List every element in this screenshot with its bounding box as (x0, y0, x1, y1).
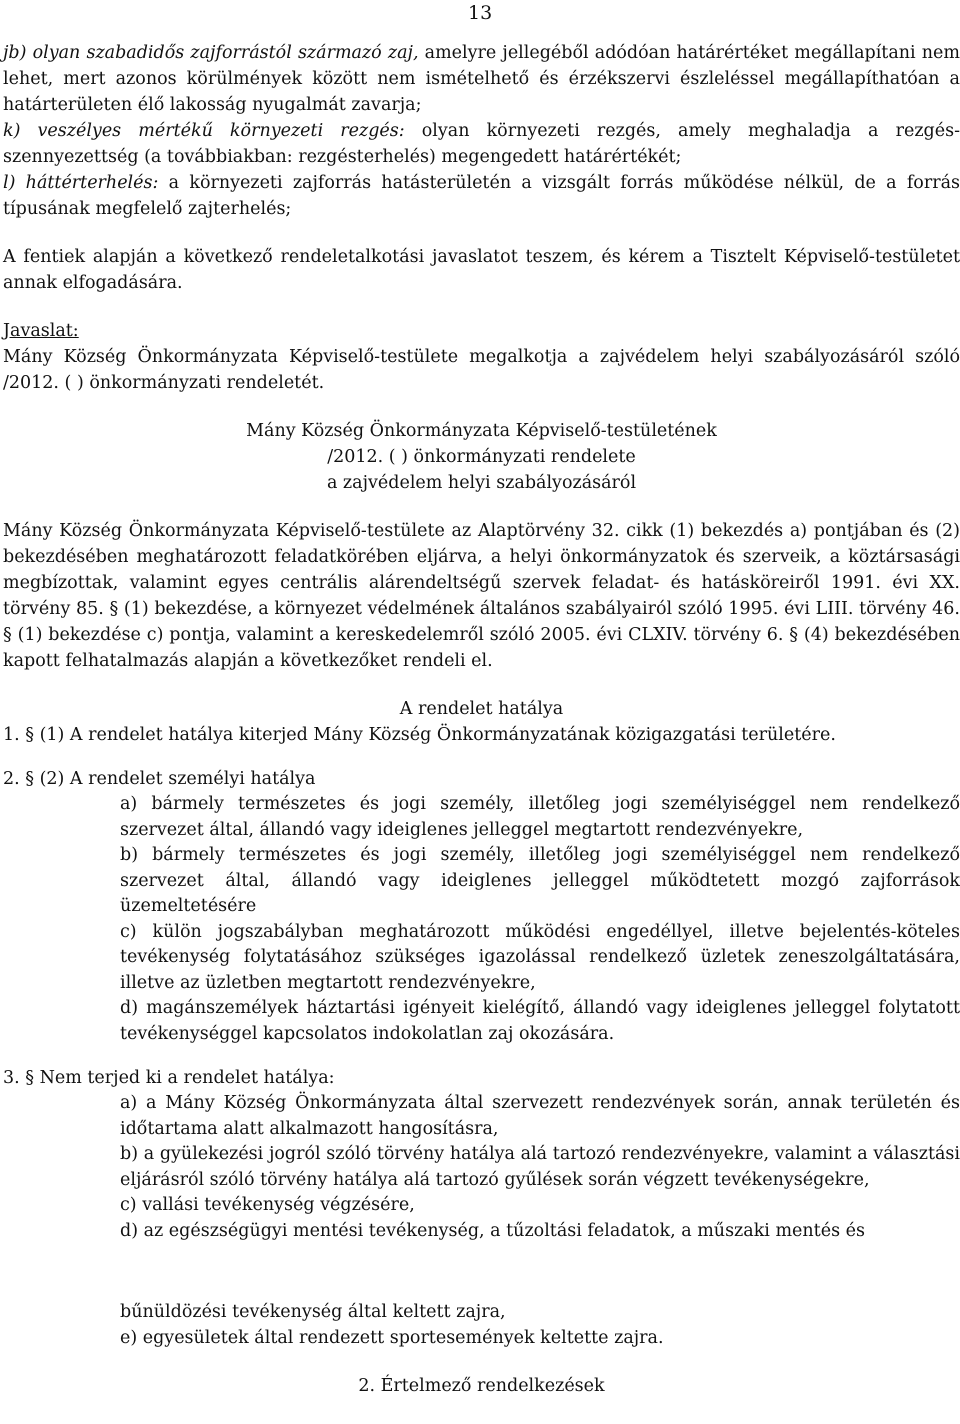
proposal-text: Mány Község Önkormányzata Képviselő-testülete megalkotja a zajvédelem helyi szabályozásáról szóló /2012. ( ) önkormányzati rendeletét. (3, 347, 960, 393)
paragraph-3-item-b: b) a gyülekezési jogról szóló törvény hatálya alá tartozó rendezvényekre, valamint a választási eljárásról szóló törvény hatálya alá tartozó gyűlések során végzett tevékenységekre, (120, 1144, 960, 1190)
section-title: A rendelet hatálya (399, 699, 564, 719)
paragraph-3-continued: bűnüldözési tevékenység által keltett zajra, (120, 1302, 506, 1322)
definition-term: k) veszélyes mértékű környezeti rezgés: (3, 121, 405, 141)
next-section-title: 2. Értelmező rendelkezések (358, 1376, 605, 1396)
paragraph-3-item-a: a) a Mány Község Önkormányzata által szervezett rendezvények során, annak területén és időtartama alatt alkalmazott hangosításra, (120, 1093, 960, 1139)
definition-text: olyan környezeti rezgés, amely meghaladja a rezgés-szennyezettség (a továbbiakban: rezgésterhelés) megengedett határértékét; (3, 121, 960, 167)
definition-k (3, 118, 960, 170)
paragraph-2-head: 2. § (2) A rendelet személyi hatálya (3, 769, 316, 789)
definition-text: amelyre jellegéből adódóan határértéket megállapítani nem lehet, mert azonos körülmények között nem ismételhető és érzékszervi észleléssel megállapíthatóan a határterületen élő lakosság nyugalmát zavarja; (3, 43, 960, 115)
paragraph-2-item-d: d) magánszemélyek háztartási igényeit kielégítő, állandó vagy ideiglenes jelleggel folytatott tevékenységgel kapcsolatos indokolatlan zaj okozására. (120, 998, 960, 1044)
paragraph-3-item-c: c) vallási tevékenység végzésére, (120, 1195, 415, 1215)
definition-term: l) háttérterhelés: (3, 173, 159, 193)
definition-jb (3, 40, 960, 118)
definition-l (3, 170, 960, 222)
paragraph-3-item-d: d) az egészségügyi mentési tevékenység, a tűzoltási feladatok, a műszaki mentés és (120, 1220, 865, 1241)
preamble: Mány Község Önkormányzata Képviselő-testülete az Alaptörvény 32. cikk (1) bekezdés a) pontjában és (2) bekezdésében meghatározott feladatkörében eljárva, a helyi önkormányzatok és szerveik, a köztársasági megbízottak, valamint egyes centrális alárendeltségű szervek feladat- és hatásköreiről 1991. évi XX. törvény 85. § (1) bekezdése, a környezet védelmének általános szabályairól szóló 1995. évi LIII. törvény 46. § (1) bekezdése c) pontja, valamint a kereskedelemről szóló 2005. évi CLXIV. törvény 6. § (4) bekezdésében kapott felhatalmazás alapján a következőket rendeli el. (3, 521, 960, 671)
paragraph-1: 1. § (1) A rendelet hatálya kiterjed Mány Község Önkormányzatának közigazgatási területére. (3, 725, 836, 745)
proposal-label: Javaslat: (3, 321, 79, 341)
decree-title-line-1: Mány Község Önkormányzata Képviselő-testületének (246, 421, 717, 441)
paragraph-3-head: 3. § Nem terjed ki a rendelet hatálya: (3, 1068, 335, 1088)
definition-text: a környezeti zajforrás hatásterületén a vizsgált forrás működése nélkül, de a forrás típusának megfelelő zajterhelés; (3, 173, 960, 219)
document-body (3, 40, 960, 1399)
paragraph-2-item-c: c) külön jogszabályban meghatározott működési engedéllyel, illetve bejelentés-köteles tevékenység folytatásához szükséges igazolással rendelkező üzletek zeneszolgáltatására, illetve az üzletben megtartott rendezvényekre, (120, 921, 960, 993)
intro-paragraph: A fentiek alapján a következő rendeletalkotási javaslatot teszem, és kérem a Tisztelt Képviselő-testületet annak elfogadására. (3, 247, 960, 293)
decree-title-line-3: a zajvédelem helyi szabályozásáról (326, 473, 637, 493)
paragraph-2-item-b: b) bármely természetes és jogi személy, illetőleg jogi személyiséggel nem rendelkező szervezet által, állandó vagy ideiglenes jelleggel működtetett mozgó zajforrások üzemeltetésére (120, 845, 960, 916)
paragraph-3-item-e: e) egyesületek által rendezett sportesemények keltette zajra. (120, 1327, 664, 1348)
paragraph-2-item-a: a) bármely természetes és jogi személy, illetőleg jogi személyiséggel nem rendelkező szervezet által, állandó vagy ideiglenes jelleggel megtartott rendezvényekre, (120, 794, 960, 840)
decree-title-line-2: /2012. ( ) önkormányzati rendelete (327, 447, 636, 467)
page-number: 13 (468, 2, 493, 24)
definition-term: jb) olyan szabadidős zajforrástól származó zaj, (3, 43, 419, 63)
